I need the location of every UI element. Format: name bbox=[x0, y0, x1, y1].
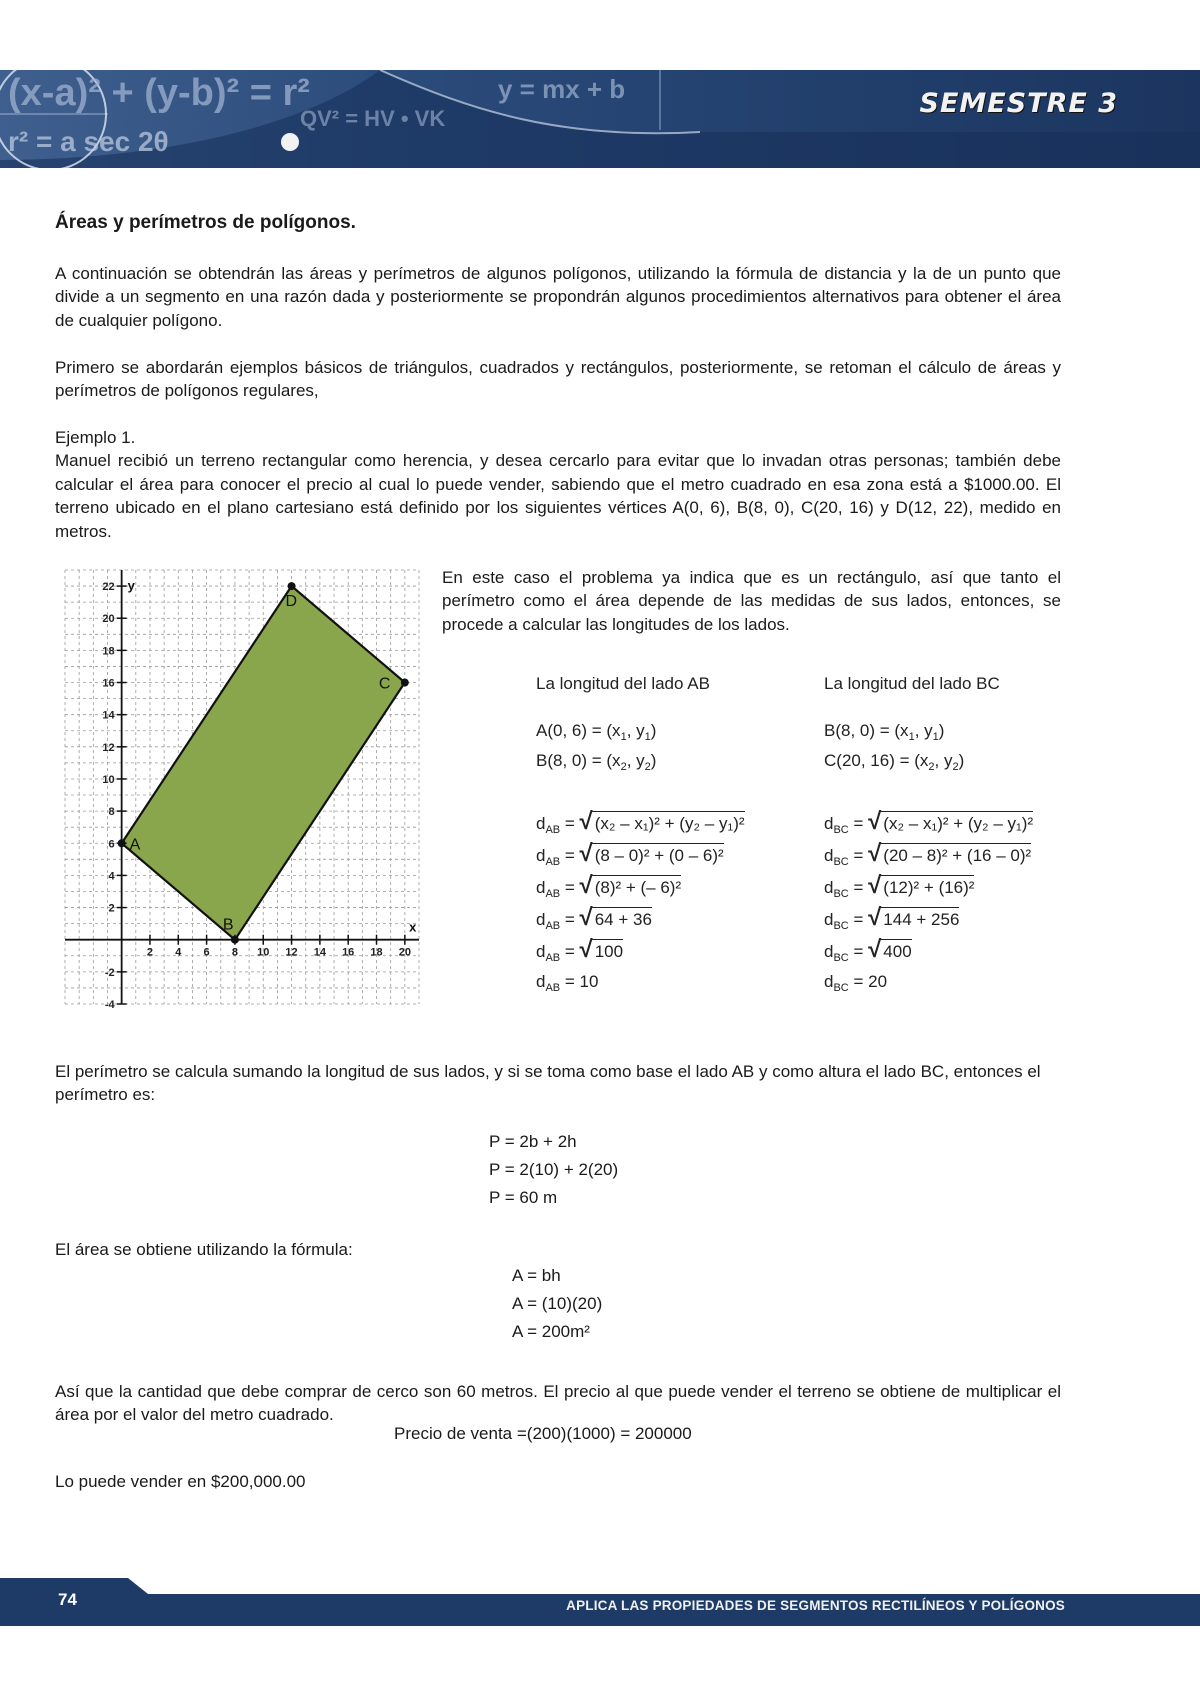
page-number: 74 bbox=[58, 1590, 77, 1609]
side-ab-distance-line: $d_{AB}$ = √ 64 + 36 bbox=[536, 904, 652, 932]
y-tick-label: 6 bbox=[108, 838, 115, 851]
perimeter-line-1: P = 2b + 2h bbox=[489, 1132, 577, 1151]
bc-point-2: C(20, $16) = (x_2$, $y_2$) bbox=[824, 751, 965, 773]
price-formula: Precio de venta =(200)(1000) = 200000 bbox=[394, 1424, 692, 1443]
side-bc-distance-line: $d_{BC}$ = √ (x₂ – x₁)² + (y₂ – y₁)² bbox=[824, 808, 1034, 836]
vertex-point bbox=[118, 839, 126, 847]
x-tick-label: 20 bbox=[398, 946, 411, 959]
conclusion-paragraph: Así que la cantidad que debe comprar de cerco son 60 metros. El precio al que puede vender el terreno se obtiene de multiplicar el área por el valor del metro cuadrado. bbox=[55, 1382, 1061, 1425]
second-paragraph: Primero se abordarán ejemplos básicos de triángulos, cuadrados y rectángulos, posteriormente, se retoman el cálculo de áreas y perímetros de polígonos regulares, bbox=[55, 358, 1061, 401]
banner-formula-3: QV² = HV • VK bbox=[300, 106, 446, 131]
y-tick-label: 14 bbox=[102, 709, 115, 722]
vertex-point bbox=[231, 936, 239, 944]
x-axis-label: x bbox=[409, 919, 417, 935]
perimeter-intro: El perímetro se calcula sumando la longitud de sus lados, y si se toma como base el lado AB y como altura el lado BC, entonces el perímetro es: bbox=[55, 1062, 1041, 1105]
x-tick-label: 6 bbox=[203, 946, 210, 959]
perimeter-line-2: P = 2(10) + 2(20) bbox=[489, 1160, 619, 1179]
banner-formula-1: (x-a)² + (y-b)² = r² bbox=[8, 72, 310, 114]
ab-result: $d_{AB} = 10$ bbox=[536, 972, 599, 994]
vertex-label: D bbox=[285, 593, 298, 611]
side-explanation: En este caso el problema ya indica que es un rectángulo, así que tanto el perímetro como el área depende de las medidas de sus lados, entonces, se procede a calcular las longitudes de los lados. bbox=[442, 568, 1061, 634]
semester-label: SEMESTRE 3 bbox=[919, 88, 1118, 119]
example-label: Ejemplo 1. bbox=[55, 428, 136, 447]
side-bc-distance-line: $d_{BC}$ = √ 144 + 256 bbox=[824, 904, 960, 932]
header-banner bbox=[0, 70, 1200, 168]
area-line-3: A = 200m² bbox=[512, 1322, 590, 1341]
vertex-point bbox=[401, 679, 409, 687]
x-tick-label: 4 bbox=[175, 946, 182, 959]
perimeter-formula bbox=[489, 1128, 618, 1212]
footer-title: APLICA LAS PROPIEDADES DE SEGMENTOS RECTILÍNEOS Y POLÍGONOS bbox=[566, 1598, 1065, 1613]
vertex-label: A bbox=[129, 836, 141, 854]
side-ab-distance-line: $d_{AB}$ = √ 100 bbox=[536, 936, 624, 964]
x-tick-label: 12 bbox=[285, 946, 298, 959]
y-tick-label: 8 bbox=[108, 806, 115, 819]
x-tick-label: 10 bbox=[257, 946, 270, 959]
banner-formula-2: y = mx + b bbox=[498, 74, 626, 104]
x-tick-label: 18 bbox=[370, 946, 383, 959]
y-axis-label: y bbox=[127, 578, 135, 594]
y-tick-label: 4 bbox=[108, 870, 115, 883]
x-tick-label: 2 bbox=[146, 946, 154, 959]
ab-point-1: A(0, $6) = (x_1$, $y_1$) bbox=[536, 721, 657, 743]
vertex-label: B bbox=[222, 916, 234, 934]
length-ab-column bbox=[536, 674, 745, 998]
bc-result: $d_{BC} = 20$ bbox=[824, 972, 888, 994]
example-text: Manuel recibió un terreno rectangular como herencia, y desea cercarlo para evitar que lo invadan otras personas; también debe calcular el área para conocer el precio al cual lo puede vender, sabiendo que el metro cuadrado en esa zona está a $1000.00. El terreno ubicado en el plano cartesiano está definido por los siguientes vértices A(0, 6), B(8, 0), C(20, 16) y D(12, 22), medido en metros. bbox=[55, 451, 1061, 541]
section-title: Áreas y perímetros de polígonos. bbox=[55, 212, 356, 233]
x-tick-label: 14 bbox=[313, 946, 327, 959]
area-line-2: A = (10)(20) bbox=[512, 1294, 603, 1313]
final-answer: Lo puede vender en $200,000.00 bbox=[55, 1472, 306, 1491]
side-bc-distance-line: $d_{BC}$ = √ 400 bbox=[824, 936, 912, 964]
cartesian-graph bbox=[55, 564, 425, 1012]
vertex-label: C bbox=[378, 675, 391, 693]
side-bc-distance-line: $d_{BC}$ = √ (20 – 8)² + (16 – 0)² bbox=[824, 840, 1032, 868]
y-tick-label: 12 bbox=[102, 741, 115, 754]
y-tick-label: 2 bbox=[108, 902, 115, 915]
y-tick-label: 10 bbox=[102, 773, 115, 786]
perimeter-line-3: P = 60 m bbox=[489, 1188, 558, 1207]
ab-point-2: B(8, $0) = (x_2$, $y_2$) bbox=[536, 751, 657, 773]
y-tick-label: 22 bbox=[102, 581, 115, 594]
x-tick-label: 8 bbox=[231, 946, 238, 959]
example-block bbox=[55, 426, 1061, 543]
intro-paragraph: A continuación se obtendrán las áreas y perímetros de algunos polígonos, utilizando la fórmula de distancia y la de un punto que divide a un segmento en una razón dada y posteriormente se propondrán algunos procedimientos alternativos para obtener el área de cualquier polígono. bbox=[55, 264, 1061, 330]
area-formula bbox=[512, 1262, 602, 1346]
y-tick-label: 20 bbox=[102, 613, 115, 626]
bc-point-1: B(8, $0) = (x_1$, $y_1$) bbox=[824, 721, 945, 743]
y-tick-label: -2 bbox=[104, 966, 115, 979]
bc-header: La longitud del lado BC bbox=[824, 674, 1000, 693]
y-tick-label: -4 bbox=[104, 999, 115, 1011]
side-ab-distance-line: $d_{AB}$ = √ (8 – 0)² + (0 – 6)² bbox=[536, 840, 724, 868]
length-bc-column bbox=[824, 674, 1033, 998]
side-ab-distance-line: $d_{AB}$ = √ (8)² + (– 6)² bbox=[536, 872, 682, 900]
side-bc-distance-line: $d_{BC}$ = √ (12)² + (16)² bbox=[824, 872, 975, 900]
y-tick-label: 18 bbox=[102, 645, 115, 658]
ab-header: La longitud del lado AB bbox=[536, 674, 710, 693]
side-ab-distance-line: $d_{AB}$ = √ (x₂ – x₁)² + (y₂ – y₁)² bbox=[536, 808, 745, 836]
x-tick-label: 16 bbox=[342, 946, 355, 959]
graph-svg bbox=[55, 564, 425, 1012]
banner-formula-4: r² = a sec 2θ bbox=[8, 126, 169, 157]
area-line-1: A = bh bbox=[512, 1266, 561, 1285]
area-intro: El área se obtiene utilizando la fórmula: bbox=[55, 1240, 353, 1259]
vertex-point bbox=[288, 582, 296, 590]
y-tick-label: 16 bbox=[102, 677, 115, 690]
